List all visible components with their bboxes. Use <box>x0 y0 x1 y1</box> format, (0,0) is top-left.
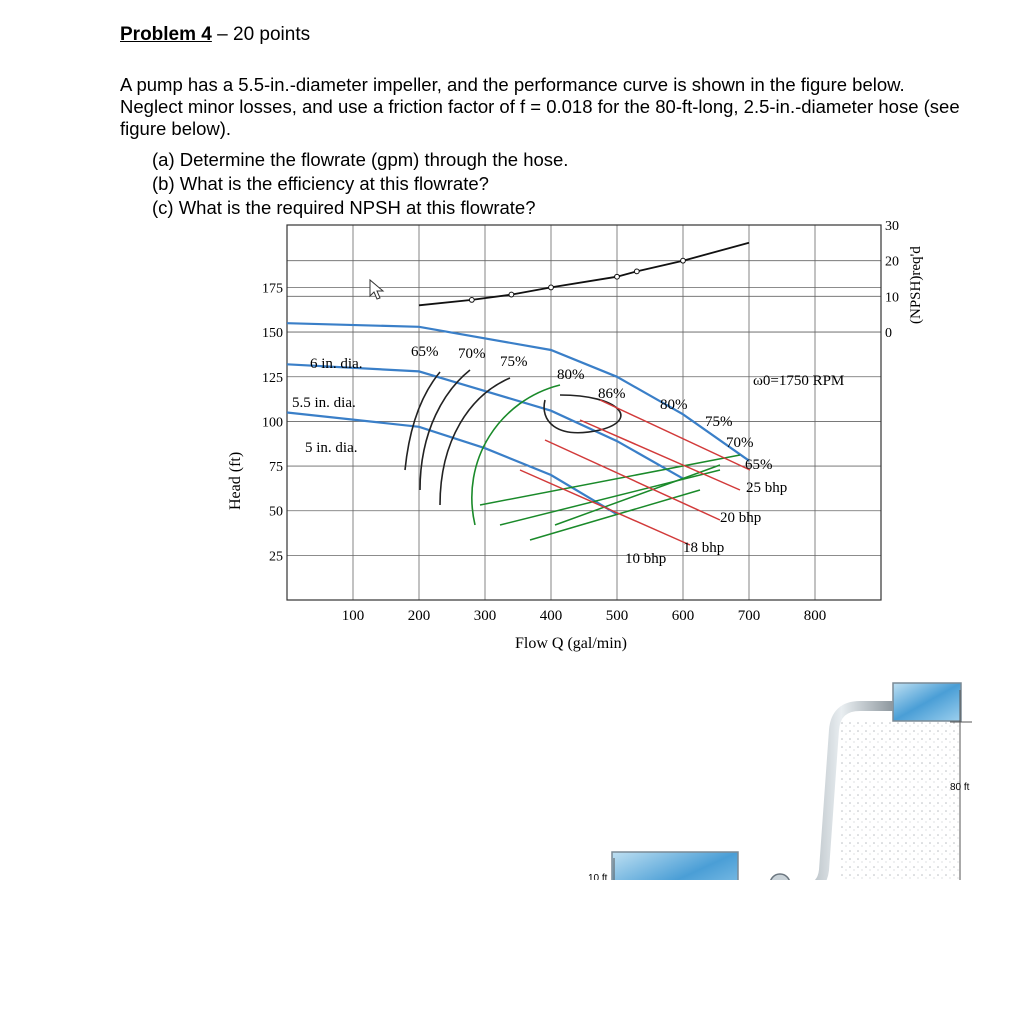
question-a: (a) Determine the flowrate (gpm) through the hose. <box>152 149 569 170</box>
x-tick-label: 800 <box>803 608 827 624</box>
x-tick-label: 200 <box>407 608 431 624</box>
problem-title <box>120 24 310 46</box>
upper-reservoir <box>893 683 961 721</box>
npsh-point <box>615 274 620 279</box>
y2-axis-label: (NPSH)req'd <box>908 246 924 324</box>
npsh-point <box>634 269 639 274</box>
speed-label: ω0=1750 RPM <box>753 373 845 389</box>
x-tick-label: 600 <box>671 608 695 624</box>
elevation-label: 80 ft <box>950 782 970 793</box>
x-tick-label: 500 <box>605 608 629 624</box>
npsh-point <box>681 258 686 263</box>
ground-hatch <box>840 722 960 880</box>
bhp-label-20: 20 bhp <box>720 510 762 526</box>
y-tick-label: 125 <box>262 370 283 386</box>
bhp-label-25: 25 bhp <box>746 480 788 496</box>
problem-statement: A pump has a 5.5-in.-diameter impeller, and the performance curve is shown in the figure below. Neglect minor losses, and use a friction factor of f = 0.018 for the 80-ft-long, 2.5-in.-diameter hose (see figure below). <box>120 74 960 139</box>
npsh-point <box>549 285 554 290</box>
eff-label-80b: 80% <box>660 397 688 413</box>
y2-tick-label: 30 <box>885 219 899 234</box>
y-tick-label: 175 <box>262 281 283 297</box>
x-tick-label: 400 <box>539 608 563 624</box>
npsh-point <box>469 298 474 303</box>
question-c: (c) What is the required NPSH at this flowrate? <box>152 197 536 218</box>
y-tick-label: 150 <box>262 326 283 342</box>
y-tick-label: 25 <box>269 549 283 565</box>
bhp-line-18 <box>530 490 700 540</box>
bhp-label-18: 18 bhp <box>683 540 725 556</box>
eff-label-86: 86% <box>598 386 626 402</box>
system-sketch <box>588 683 972 880</box>
npsh-point <box>509 292 514 297</box>
x-axis-label: Flow Q (gal/min) <box>515 635 627 652</box>
x-tick-label: 100 <box>341 608 365 624</box>
y2-tick-label: 20 <box>885 254 899 270</box>
problem-points: – 20 points <box>211 24 311 45</box>
y2-tick-label: 10 <box>885 290 899 306</box>
y2-tick-label: 0 <box>885 326 892 341</box>
question-b: (b) What is the efficiency at this flowrate? <box>152 173 489 194</box>
y-tick-label: 100 <box>262 415 283 431</box>
eff-label-65: 65% <box>411 344 439 360</box>
x-tick-label: 300 <box>473 608 497 624</box>
y-tick-label: 75 <box>269 460 283 476</box>
eff-line-75 <box>545 440 720 520</box>
suction-label: 10 ft <box>588 873 608 880</box>
diameter-label-6: 6 in. dia. <box>310 356 363 372</box>
eff-label-65b: 65% <box>745 457 773 473</box>
y-axis-label: Head (ft) <box>227 451 244 510</box>
eff-line-70 <box>580 420 740 490</box>
x-tick-label: 700 <box>737 608 761 624</box>
diameter-label-5: 5 in. dia. <box>305 440 358 456</box>
npsh-curve <box>419 243 749 305</box>
efficiency-contour-75 <box>440 378 510 505</box>
head-curve-2 <box>287 413 617 515</box>
y-tick-label: 50 <box>269 504 283 520</box>
bhp-label-10: 10 bhp <box>625 551 667 567</box>
eff-label-70b: 70% <box>726 435 754 451</box>
eff-label-75: 75% <box>500 354 528 370</box>
problem-number: Problem 4 <box>120 24 212 45</box>
lower-reservoir <box>612 852 738 880</box>
eff-label-70: 70% <box>458 346 486 362</box>
diameter-label-55: 5.5 in. dia. <box>292 395 356 411</box>
efficiency-contours <box>405 370 621 525</box>
eff-label-80: 80% <box>557 367 585 383</box>
pump-performance-chart <box>0 200 1024 880</box>
pump-icon <box>770 874 790 880</box>
eff-label-75b: 75% <box>705 414 733 430</box>
